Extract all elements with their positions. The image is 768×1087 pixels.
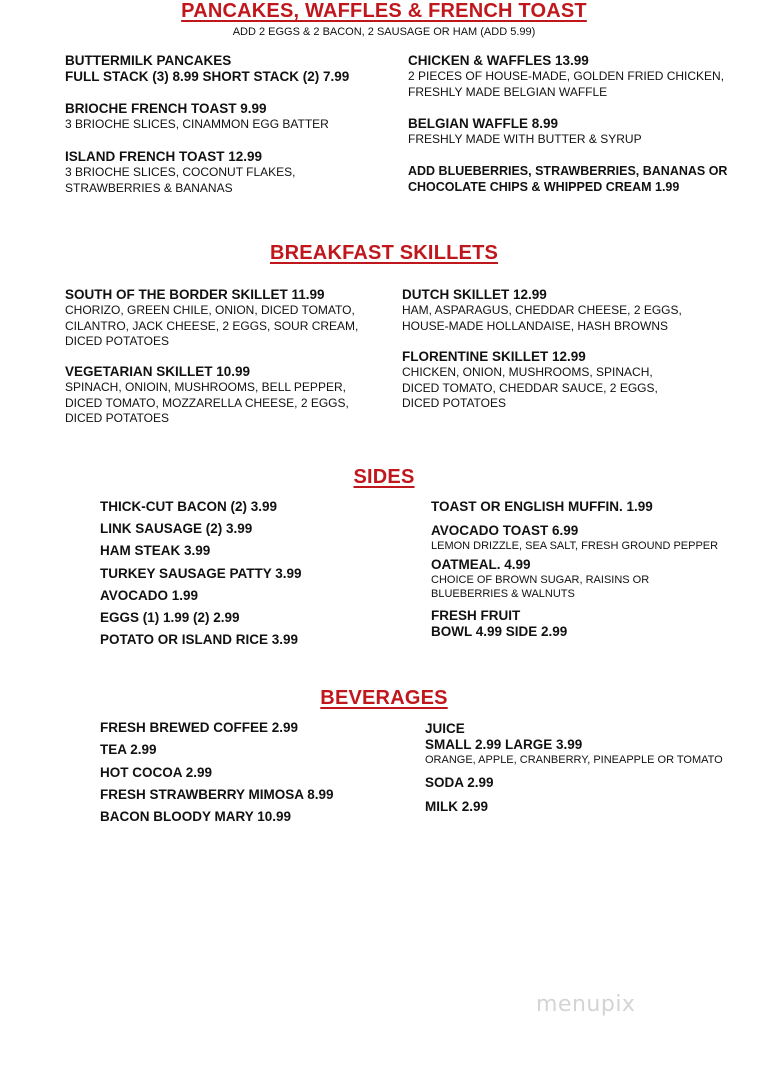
section-title-beverages: BEVERAGES (320, 687, 448, 709)
item-description: 3 BRIOCHE SLICES, CINAMMON EGG BATTER (65, 117, 329, 131)
menu-item-belgian-waffle (408, 116, 642, 148)
addon-line: ADD BLUEBERRIES, STRAWBERRIES, BANANAS OR (408, 164, 728, 178)
beverage-item: FRESH BREWED COFFEE 2.99 (100, 720, 299, 735)
item-name: BUTTERMILK PANCAKES (65, 53, 232, 68)
item-name: ISLAND FRENCH TOAST 12.99 (65, 149, 263, 164)
addon-line: CHOCOLATE CHIPS & WHIPPED CREAM 1.99 (408, 180, 680, 194)
pancakes-add-note: ADD 2 EGGS & 2 BACON, 2 SAUSAGE OR HAM (ADD 5.99) (232, 26, 536, 38)
side-item: LINK SAUSAGE (2) 3.99 (100, 521, 253, 536)
beverage-item: HOT COCOA 2.99 (100, 765, 213, 780)
item-description: DICED TOMATO, CHEDDAR SAUCE, 2 EGGS, (402, 380, 658, 395)
item-description: 2 PIECES OF HOUSE-MADE, GOLDEN FRIED CHICKEN, (408, 69, 725, 83)
item-name: CHICKEN & WAFFLES 13.99 (408, 53, 589, 68)
item-description: 3 BRIOCHE SLICES, COCONUT FLAKES, (65, 165, 296, 179)
side-item-toast: TOAST OR ENGLISH MUFFIN. 1.99 (431, 499, 653, 514)
item-description: ORANGE, APPLE, CRANBERRY, PINEAPPLE OR TOMATO (425, 754, 723, 766)
menupix-watermark: menupix (536, 992, 636, 1017)
item-description: LEMON DRIZZLE, SEA SALT, FRESH GROUND PEPPER (431, 540, 719, 552)
item-name: BRIOCHE FRENCH TOAST 9.99 (65, 101, 267, 116)
item-name: AVOCADO TOAST 6.99 (431, 523, 579, 538)
item-description: STRAWBERRIES & BANANAS (65, 180, 233, 195)
section-title-pancakes: PANCAKES, WAFFLES & FRENCH TOAST (181, 0, 587, 22)
item-description: HAM, ASPARAGUS, CHEDDAR CHEESE, 2 EGGS, (402, 303, 682, 317)
item-description: HOUSE-MADE HOLLANDAISE, HASH BROWNS (402, 318, 669, 333)
beverage-item: FRESH STRAWBERRY MIMOSA 8.99 (100, 787, 334, 802)
menu-item-florentine-skillet (402, 349, 658, 412)
item-prices: FULL STACK (3) 8.99 SHORT STACK (2) 7.99 (65, 69, 350, 84)
item-name: SOUTH OF THE BORDER SKILLET 11.99 (65, 287, 325, 302)
side-item: THICK-CUT BACON (2) 3.99 (100, 499, 278, 514)
menu-item-brioche-french-toast (65, 101, 329, 133)
beverage-item-soda: SODA 2.99 (425, 775, 494, 790)
item-name: VEGETARIAN SKILLET 10.99 (65, 364, 251, 379)
beverage-item: BACON BLOODY MARY 10.99 (100, 809, 292, 824)
item-description: FRESHLY MADE WITH BUTTER & SYRUP (408, 132, 642, 146)
side-item-oatmeal (431, 557, 649, 601)
item-description: CHORIZO, GREEN CHILE, ONION, DICED TOMATO, (65, 303, 355, 317)
item-description: DICED POTATOES (402, 396, 507, 410)
item-description: DICED TOMATO, MOZZARELLA CHEESE, 2 EGGS, (65, 395, 349, 410)
beverage-item-milk: MILK 2.99 (425, 799, 489, 814)
side-item: POTATO OR ISLAND RICE 3.99 (100, 632, 299, 647)
menu-item-island-french-toast (65, 149, 296, 196)
item-name: OATMEAL. 4.99 (431, 557, 531, 572)
side-item: HAM STEAK 3.99 (100, 543, 211, 558)
item-name: JUICE (425, 721, 465, 736)
item-description: BLUEBERRIES & WALNUTS (431, 588, 575, 600)
item-name: FRESH FRUIT (431, 608, 521, 623)
section-title-skillets: BREAKFAST SKILLETS (269, 242, 499, 264)
section-title-sides: SIDES (353, 466, 415, 488)
menu-item-vegetarian-skillet (65, 364, 349, 427)
side-item: AVOCADO 1.99 (100, 588, 199, 603)
item-prices: BOWL 4.99 SIDE 2.99 (431, 624, 568, 639)
item-description: CHOICE OF BROWN SUGAR, RAISINS OR (431, 574, 650, 586)
side-item-fresh-fruit (431, 608, 567, 640)
item-prices: SMALL 2.99 LARGE 3.99 (425, 737, 583, 752)
item-description: CILANTRO, JACK CHEESE, 2 EGGS, SOUR CREAM, (65, 318, 359, 333)
item-description: DICED POTATOES (65, 411, 170, 425)
side-item: TURKEY SAUSAGE PATTY 3.99 (100, 566, 302, 581)
item-name: FLORENTINE SKILLET 12.99 (402, 349, 586, 364)
menu-item-chicken-waffles (408, 53, 724, 100)
beverage-item: TEA 2.99 (100, 742, 157, 757)
item-description: DICED POTATOES (65, 334, 170, 348)
side-item: EGGS (1) 1.99 (2) 2.99 (100, 610, 240, 625)
menu-item-dutch-skillet (402, 287, 682, 334)
side-item-avocado-toast (431, 523, 718, 553)
item-description: SPINACH, ONIOIN, MUSHROOMS, BELL PEPPER, (65, 380, 346, 394)
item-name: DUTCH SKILLET 12.99 (402, 287, 547, 302)
item-description: FRESHLY MADE BELGIAN WAFFLE (408, 84, 608, 99)
item-name: BELGIAN WAFFLE 8.99 (408, 116, 559, 131)
menu-item-buttermilk-pancakes (65, 53, 349, 85)
menu-item-south-skillet (65, 287, 358, 350)
item-description: CHICKEN, ONION, MUSHROOMS, SPINACH, (402, 365, 653, 379)
menu-item-addons (408, 163, 727, 195)
beverage-item-juice (425, 721, 723, 767)
